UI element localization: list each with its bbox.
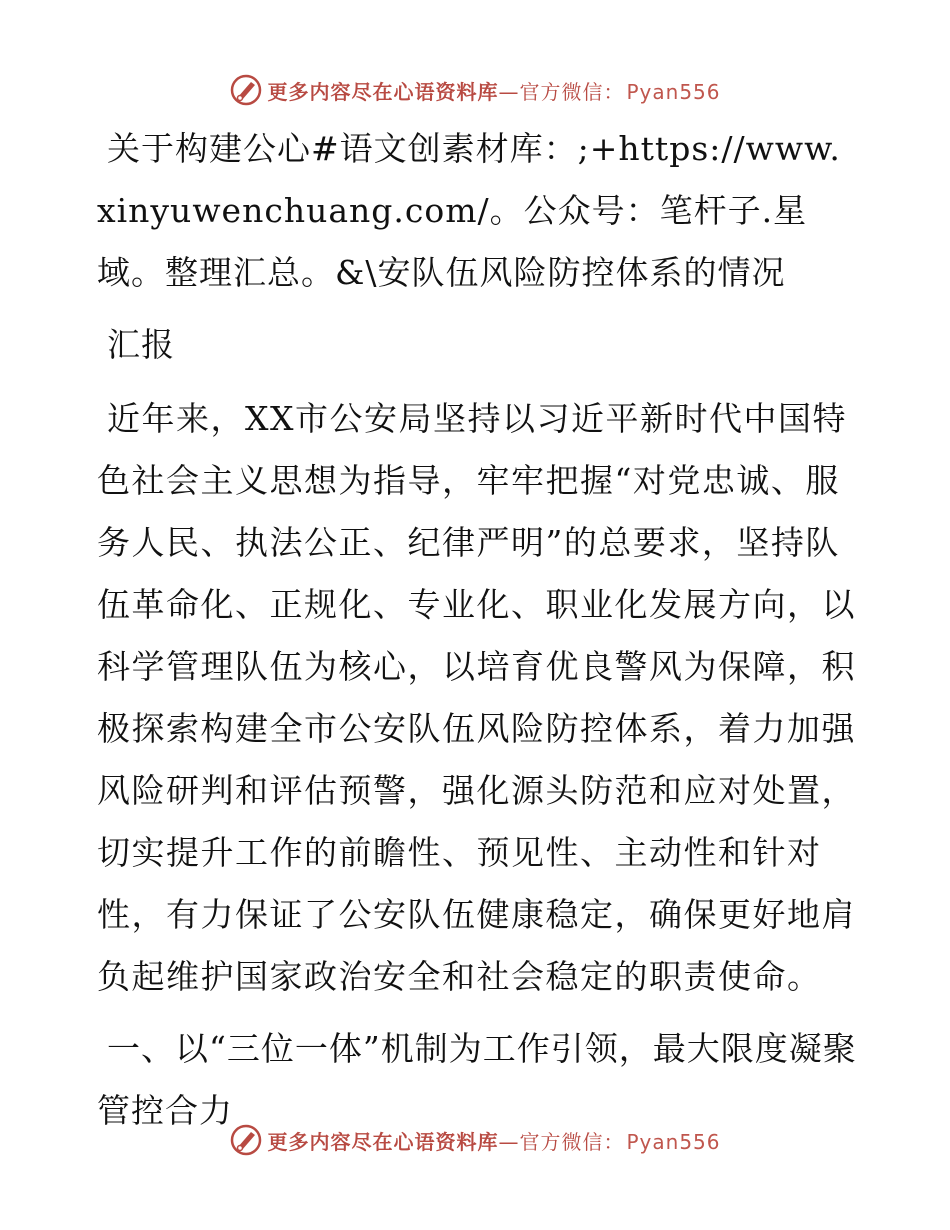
- watermark-sep: —官方微信：: [498, 79, 625, 104]
- watermark-id: Pyan556: [626, 79, 721, 104]
- section-heading-1: 一、以“三位一体”机制为工作引领，最大限度凝聚管控合力: [97, 1029, 857, 1130]
- watermark-sep: —官方微信：: [498, 1129, 625, 1154]
- watermark-text: [267, 1126, 720, 1155]
- title-line-2: 汇报: [107, 325, 175, 364]
- document-body: [97, 118, 857, 1142]
- watermark-text: [267, 76, 720, 105]
- watermark-main: 更多内容尽在心语资料库: [267, 79, 499, 104]
- watermark-id: Pyan556: [626, 1129, 721, 1154]
- footer-watermark: [0, 1118, 950, 1162]
- header-watermark: [0, 68, 950, 112]
- intro-paragraph: 关于构建公心#语文创素材库：;+https://www.xinyuwenchuang.com/。公众号：笔杆子.星域。整理汇总。&\安队伍风险防控体系的情况: [97, 129, 841, 292]
- body-paragraph: 近年来，XX市公安局坚持以习近平新时代中国特色社会主义思想为指导，牢牢把握“对党忠诚、服务人民、执法公正、纪律严明”的总要求，坚持队伍革命化、正规化、专业化、职业化发展方向，以科学管理队伍为核心，以培育优良警风为保障，积极探索构建全市公安队伍风险防控体系，着力加强风险研判和评估预警，强化源头防范和应对处置，切实提升工作的前瞻性、预见性、主动性和针对性，有力保证了公安队伍健康稳定，确保更好地肩负起维护国家政治安全和社会稳定的职责使命。: [97, 399, 856, 996]
- logo-icon: [229, 73, 263, 107]
- logo-icon: [229, 1123, 263, 1157]
- watermark-main: 更多内容尽在心语资料库: [267, 1129, 499, 1154]
